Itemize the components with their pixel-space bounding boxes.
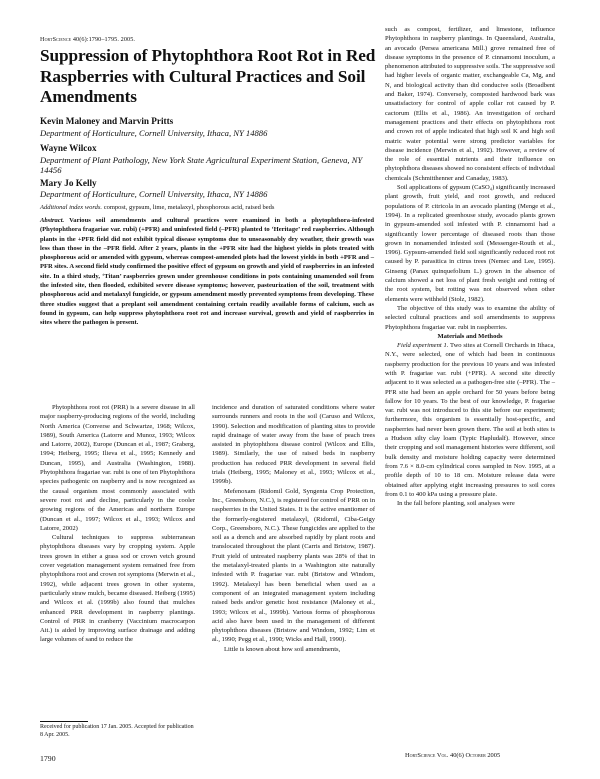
author-names: Kevin Maloney and Marvin Pritts — [40, 116, 174, 126]
footnote: Received for publication 17 Jan. 2005. Accepted for publication 8 Apr. 2005. — [40, 724, 194, 739]
paragraph: In the fall before planting, soil analyses were — [397, 500, 515, 508]
keywords-text: compost, gypsum, lime, metalaxyl, phosphorous acid, raised beds — [102, 204, 275, 211]
body-column-3 — [385, 25, 555, 508]
paragraph-text: Two sites at Cornell Orchards in Ithaca, N.Y., were selected, one of which had been in continuous raspberry production for the previous 10 years and was infested with P. fragariae var. rubi (+PFR). A second site directly adjacent to it was selected as a pathogen-free site (–PFR). The –PFR site had been an apple orchard for 50 years before being fallow for 10 years. To the best of our knowledge, P. fragariae var. rubi was not introduced to this site before our experiment; furthermore, this organism is essentially host-specific, and raspberries had never been grown there. The soil at both sites is a Hudson silty clay loam (Typic Hapludalf). However, since their cropping and soil management histories were different, soil bulk density and moisture holding capacity were determined from 7.6 × 8.0-cm cylindrical cores sampled in Nov. 1995, at a profile depth of 10 to 18 cm. Moisture release data were obtained after applying eight increasing pressures to soil cores from 0.1 to 400 kPa using a pressure plate. — [385, 342, 555, 498]
journal-volume-pages: 40(6):1790–1795. 2005. — [71, 36, 136, 43]
footer-journal-issue: Vol. 40(6) October 2005 — [435, 752, 501, 759]
author-affiliation: Department of Plant Pathology, New York State Agricultural Experiment Station, Geneva, NY 14456 — [40, 155, 363, 176]
paragraph: such as compost, fertilizer, and limestone, influence Phytophthora in raspberry plantings. In Queensland, Australia, an avocado (Persea americana Mill.) grove remained free of disease symptoms in the presence of P. cinnamomi inoculum, a phenomenon attributed to suppressive soils. The suppressive soil had higher levels of organic matter, exchangeable Ca, Mg, and N, and biological activity than did conducive soils (Broadbent and Baker, 1974). Conversely, composted hardwood bark was unsatisfactory for control of apple collar rot caused by P. cactorum (Ellis et al., 1986). An investigation of orchard management practices and their effects on phytophthora root and crown rot of apple indicated that high soil K and high soil matric water potential were strong predictor variables for disease incidence (Merwin et al., 1992). However, a review of the role of essential nutrients and their influence on phytophthora diseases showed no consistent effects of individual chemicals (Schmitthenner and Canaday, 1983). — [385, 26, 555, 182]
abstract-label: Abstract. — [40, 217, 65, 224]
page-number: 1790 — [40, 754, 56, 763]
paragraph: Mefenoxam (Ridomil Gold, Syngenta Crop Protection, Inc., Greensboro, N.C.), is registered for control of PRR on in raspberries in the United States. It is the active enantiomer of the formerly-registered metalaxyl, (Ridomil, Ciba-Geigy Corp., Greensboro, N.C.). These fungicides are applied to the soil as a drench and are absorbed rapidly by plant roots and translocated throughout the plant (Carris and Bristow, 1987). Fruit yield of untreated raspberry plants was 28% of that in the metalaxyl-treated plants in a Washington site naturally infested with P. fragariae var. rubi (Bristow and Windom, 1992). Metalaxyl has been beneficial when used as a component of an integrated management system including raised beds and/or genetic host resistance (Maloney et al., 1993; Wilcox et al., 1999b). Various forms of phosphorous acid also have been used in the management of different phytophthora diseases (Bristow and Windom, 1992; Lim et al., 1990; Pegg et al., 1990; Wicks and Hall, 1990). — [212, 487, 375, 644]
abstract — [40, 216, 374, 328]
body-column-1 — [40, 403, 195, 645]
paragraph: Cultural techniques to suppress subterranean phytophthora diseases vary by cropping system. Apple trees grown in either a grass sod or crown vetch ground cover vegetation management system remained free from phytophthora root and crown rot symptoms (Merwin et al., 1992), while adjacent trees grown in other systems, particularly straw mulch, became diseased. Heiberg (1995) and Wilcox et al. (1999b) also found that mulches enhanced PRR development in raspberry plantings. Control of PRR in cranberry (Vaccinium macrocarpon Ait.) is aided by improving surface drainage and adding large volumes of sand to reduce the — [40, 534, 195, 644]
subsection-label: Field experiment 1. — [397, 342, 449, 350]
section-heading: Materials and Methods — [437, 332, 503, 340]
author-affiliation: Department of Horticulture, Cornell University, Ithaca, NY 14886 — [40, 189, 268, 199]
paragraph: Phytophthora root rot (PRR) is a severe disease in all major raspberry-producing regions of the world, including North America (Converse and Schwartze, 1968; Wilcox, 1989), South America (Latorre and Munoz, 1993; Wilcox and Latorre, 2002), Europe (Duncan et al., 1987; Graberg, 1994; Heiberg, 1995; Ilieva et al., 1995; Kennedy and Duncan, 1995), and Australia (Washington, 1988). Phytophthora fragariae var. rubi is one of ten Phytophthora species pathogenic on raspberry and is now recognized as the causal organism most commonly associated with severe root rot and decline, particularly in the cooler growing regions of the Americas and northern Europe (Duncan et al., 1997; Wilcox et al., 1993; Wilcox and Latorre, 2002) — [40, 404, 195, 532]
paragraph: The objective of this study was to examine the ability of selected cultural practices and soil amendments to suppress Phytophthora fragariae var. rubi in raspberries. — [385, 304, 555, 331]
footer-journal-name: HortScience — [405, 752, 436, 759]
article-title: Suppression of Phytophthora Root Rot in Red Raspberries with Cultural Practices and Soil Amendments — [40, 46, 376, 106]
paragraph: incidence and duration of saturated conditions where water surrounds runners and roots in the soil (Caruso and Wilcox, 1990). Selection and modification of planting sites to provide rapid drainage of water away from the base of peach trees assisted in phytophthora disease control (Wilcox and Ellis, 1989). Similarly, the use of raised beds in raspberry production has reduced PRR development in several field trials (Heiberg, 1995; Maloney et al., 1993; Wilcox et al., 1999b). — [212, 404, 375, 486]
paragraph: Soil applications of gypsum (CaSO₄) significantly increased plant growth, fruit yield, and root growth, and reduced populations of P. citricola in an avocado planting (Menge et al., 1994). In a replicated greenhouse study, avocado plants grown in gypsum-amended soil infested with P. cinnamomi had a significantly lower percentage of diseased roots than those grown in nonamended infested soil (Messenger-Routh et al., 1996). Gypsum-amended field soil significantly reduced root rot caused by P. parasitica in citrus trees (Nemec and Lee, 1995). Ginseng (Panax quinquefolium L.) grown in the absence of calcium showed a net loss of plant fresh weight and rotting of the root system, but rotting was not observed when other elements were withheld (Stolz, 1982). — [385, 184, 555, 303]
body-column-2 — [212, 403, 375, 654]
keywords-label: Additional index words. — [40, 204, 103, 211]
author-affiliation: Department of Horticulture, Cornell University, Ithaca, NY 14886 — [40, 128, 268, 138]
author-names: Mary Jo Kelly — [40, 178, 97, 188]
keywords — [40, 204, 380, 211]
abstract-text: Various soil amendments and cultural practices were examined in both a phytophthora-infested (Phytophthora fragariae var. rubi) (+PFR) and uninfested field (–PFR) planted to ‘Heritage’ red raspberries. Although plants in the +PFR field did not exhibit typical disease symptoms due to unseasonably dry weather, their growth was less than those in the –PFR field. After 2 years, plants in the +PFR site had the highest yields in plots treated with phosphorous acid or amended with gypsum, whereas compost-amended plots had the lowest yields in both +PFR and –PFR sites. A second field study confirmed the positive effect of gypsum on growth and yield of raspberries in an infested site. In a third study, ‘Titan’ raspberries grown under greenhouse conditions in pots containing unamended soil from the infested site, then flooded, exhibited severe disease symptoms; however, pasteurization of the soil, treatment with phosphorous acid and metalaxyl fungicide, or gypsum amendment mostly prevented symptoms from developing. These three studies suggest that a preplant soil amendment containing certain readily available forms of calcium, such as found in gypsum, can help suppress phytophthora root rot and increase survival, growth and yield of raspberries in sites where the pathogen is present. — [40, 217, 374, 327]
footnote-divider — [40, 721, 88, 722]
journal-citation — [40, 36, 135, 43]
paragraph: Little is known about how soil amendments, — [224, 645, 341, 653]
author-names: Wayne Wilcox — [40, 143, 97, 153]
journal-name: HortScience — [40, 36, 72, 43]
footer-journal — [405, 752, 500, 759]
paragraph — [385, 341, 555, 499]
